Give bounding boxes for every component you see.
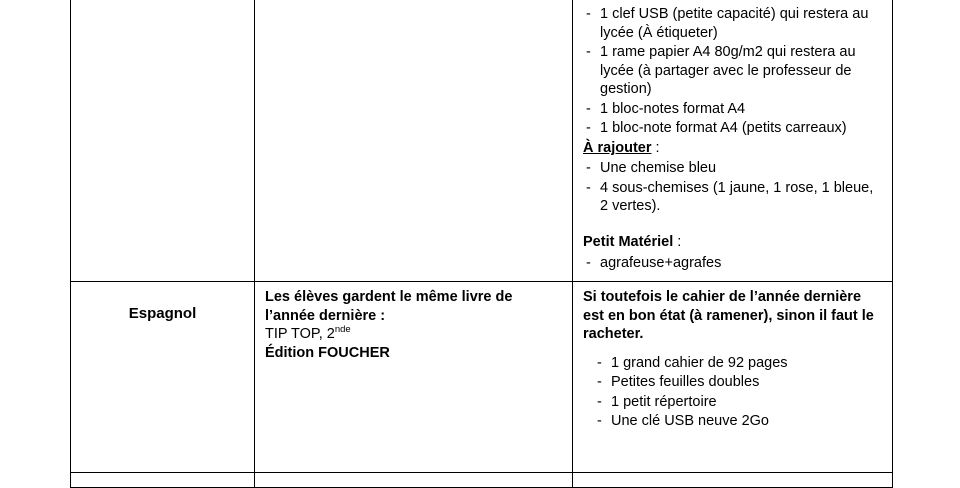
spacer bbox=[583, 217, 882, 233]
list-item: - agrafeuse+agrafes bbox=[583, 254, 882, 273]
supplies-cell bbox=[573, 473, 893, 488]
books-title-superscript: nde bbox=[334, 324, 351, 336]
list-item: - 1 petit répertoire bbox=[583, 393, 882, 412]
books-line-2 bbox=[265, 325, 562, 344]
supplies-cell bbox=[573, 0, 893, 282]
table-row bbox=[71, 282, 893, 473]
subject-label bbox=[71, 0, 254, 279]
spacer bbox=[583, 344, 882, 354]
books-line-1: Les élèves gardent le même livre de l’année dernière : bbox=[265, 289, 513, 324]
list-item: - Une clé USB neuve 2Go bbox=[583, 412, 882, 431]
subject-label bbox=[71, 473, 254, 487]
subject-cell bbox=[71, 473, 255, 488]
list-item: - Une chemise bleu bbox=[583, 159, 882, 178]
table-row bbox=[71, 0, 893, 282]
supplies-content bbox=[573, 282, 892, 456]
list-item: - 1 bloc-note format A4 (petits carreaux) bbox=[583, 119, 882, 138]
list-item: - Petites feuilles doubles bbox=[583, 373, 882, 392]
supplies-list-bottom bbox=[583, 254, 882, 273]
subheading-petit-materiel-label: Petit Matériel bbox=[583, 234, 674, 251]
list-item: - 1 clef USB (petite capacité) qui restera au lycée (À étiqueter) bbox=[583, 5, 882, 42]
table-row-partial bbox=[71, 473, 893, 488]
books-cell bbox=[255, 473, 573, 488]
supplies-note: Si toutefois le cahier de l’année dernière est en bon état (à ramener), sinon il faut le racheter. bbox=[583, 289, 874, 343]
books-content bbox=[255, 282, 572, 456]
subheading-petit-materiel bbox=[583, 233, 882, 252]
subheading-a-rajouter-label: À rajouter bbox=[583, 139, 652, 156]
list-item: - 1 rame papier A4 80g/m2 qui restera au lycée (à partager avec le professeur de gestion) bbox=[583, 43, 882, 99]
supply-table bbox=[70, 0, 893, 488]
supplies-cell bbox=[573, 282, 893, 473]
subject-label: Espagnol bbox=[128, 305, 197, 323]
supplies-list-mid bbox=[583, 159, 882, 216]
supplies-list-top bbox=[583, 5, 882, 138]
books-cell bbox=[255, 282, 573, 473]
subheading-petit-materiel-suffix: : bbox=[673, 234, 682, 251]
list-item: - 4 sous-chemises (1 jaune, 1 rose, 1 bleue, 2 vertes). bbox=[583, 179, 882, 216]
books-content bbox=[255, 473, 572, 487]
list-item: - 1 grand cahier de 92 pages bbox=[583, 354, 882, 373]
books-content bbox=[255, 0, 572, 263]
supplies-content bbox=[573, 0, 892, 281]
books-title: TIP TOP, 2 bbox=[265, 326, 335, 343]
subheading-a-rajouter-suffix: : bbox=[651, 139, 660, 156]
subject-cell bbox=[71, 282, 255, 473]
list-item: - 1 bloc-notes format A4 bbox=[583, 100, 882, 119]
books-cell bbox=[255, 0, 573, 282]
subject-cell bbox=[71, 0, 255, 282]
subheading-a-rajouter bbox=[583, 139, 882, 158]
supplies-content bbox=[573, 473, 892, 487]
supplies-list bbox=[583, 354, 882, 431]
books-line-3: Édition FOUCHER bbox=[265, 344, 390, 361]
